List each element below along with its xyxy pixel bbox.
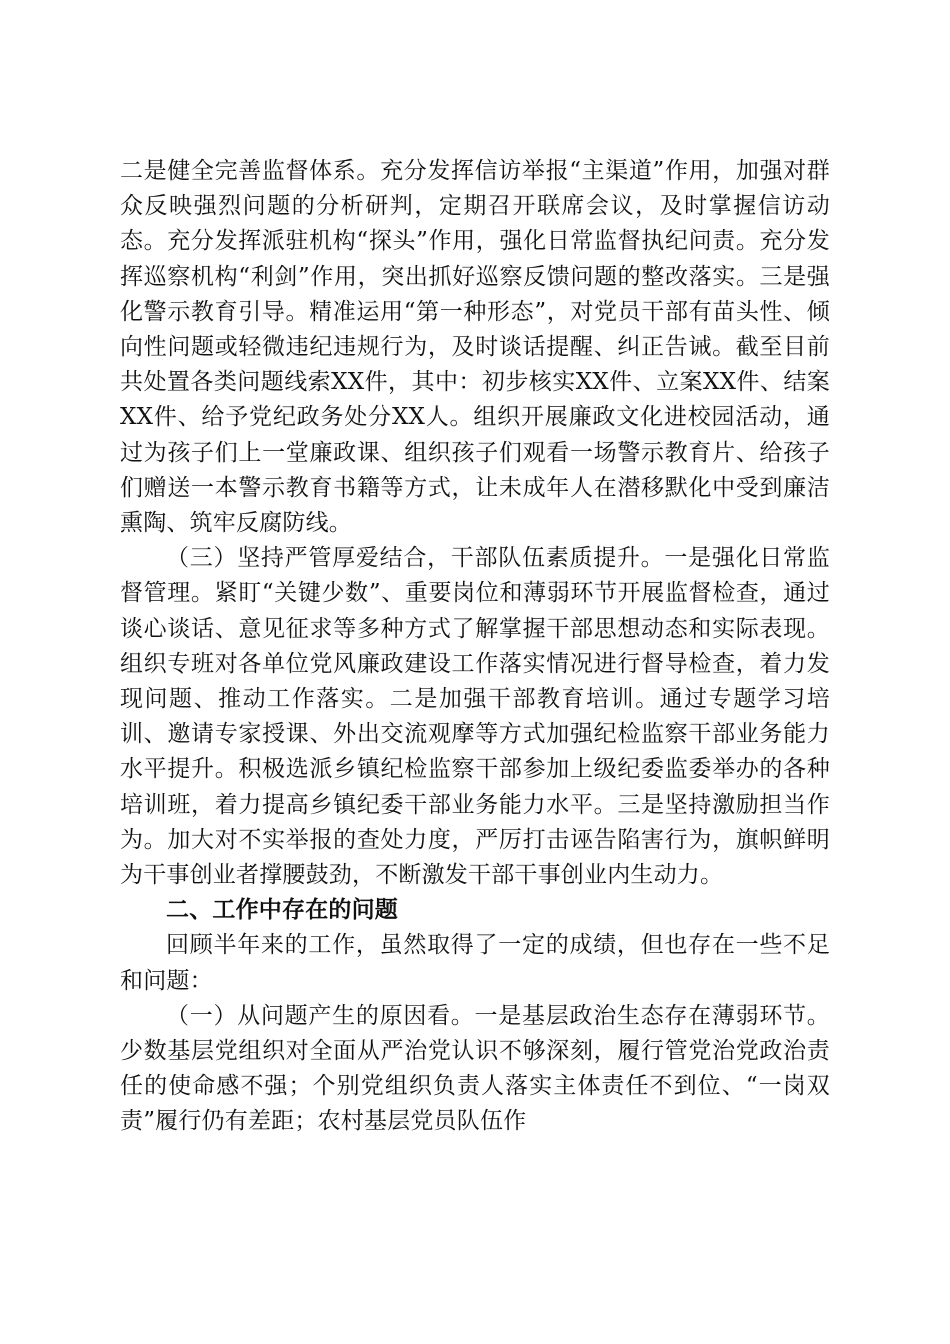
paragraph-supervision-system: 二是健全完善监督体系。充分发挥信访举报“主渠道”作用，加强对群众反映强烈问题的分析研判，定期召开联席会议，及时掌握信访动态。充分发挥派驻机构“探头”作用，强化日常监督执纪问责。充分发挥巡察机构“利剑”作用，突出抓好巡察反馈问题的整改落实。三是强化警示教育引导。精准运用“第一种形态”，对党员干部有苗头性、倾向性问题或轻微违纪违规行为，及时谈话提醒、纠正告诫。截至目前共处置各类问题线索XX件，其中：初步核实XX件、立案XX件、结案XX件、给予党纪政务处分XX人。组织开展廉政文化进校园活动，通过为孩子们上一堂廉政课、组织孩子们观看一场警示教育片、给孩子们赠送一本警示教育书籍等方式，让未成年人在潜移默化中受到廉洁熏陶、筑牢反腐防线。	[120, 158, 830, 537]
paragraph-review: 回顾半年来的工作，虽然取得了一定的成绩，但也存在一些不足和问题：	[120, 932, 830, 994]
document-body	[120, 154, 830, 1140]
paragraph-strict-management: （三）坚持严管厚爱结合，干部队伍素质提升。一是强化日常监督管理。紧盯“关键少数”、重要岗位和薄弱环节开展监督检查，通过谈心谈话、意见征求等多种方式了解掌握干部思想动态和实际表现。组织专班对各单位党风廉政建设工作落实情况进行督导检查，着力发现问题、推动工作落实。二是加强干部教育培训。通过专题学习培训、邀请专家授课、外出交流观摩等方式加强纪检监察干部业务能力水平提升。积极选派乡镇纪检监察干部参加上级纪委监委举办的各种培训班，着力提高乡镇纪委干部业务能力水平。三是坚持激励担当作为。加大对不实举报的查处力度，严厉打击诬告陷害行为，旗帜鲜明为干事创业者撑腰鼓劲，不断激发干部干事创业内生动力。	[120, 545, 830, 889]
section-heading-problems: 二、工作中存在的问题	[166, 897, 398, 924]
paragraph-causes: （一）从问题产生的原因看。一是基层政治生态存在薄弱环节。少数基层党组织对全面从严治党认识不够深刻，履行管党治党政治责任的使命感不强；个别党组织负责人落实主体责任不到位、“一岗双责”履行仍有差距；农村基层党员队伍作	[120, 1002, 830, 1135]
